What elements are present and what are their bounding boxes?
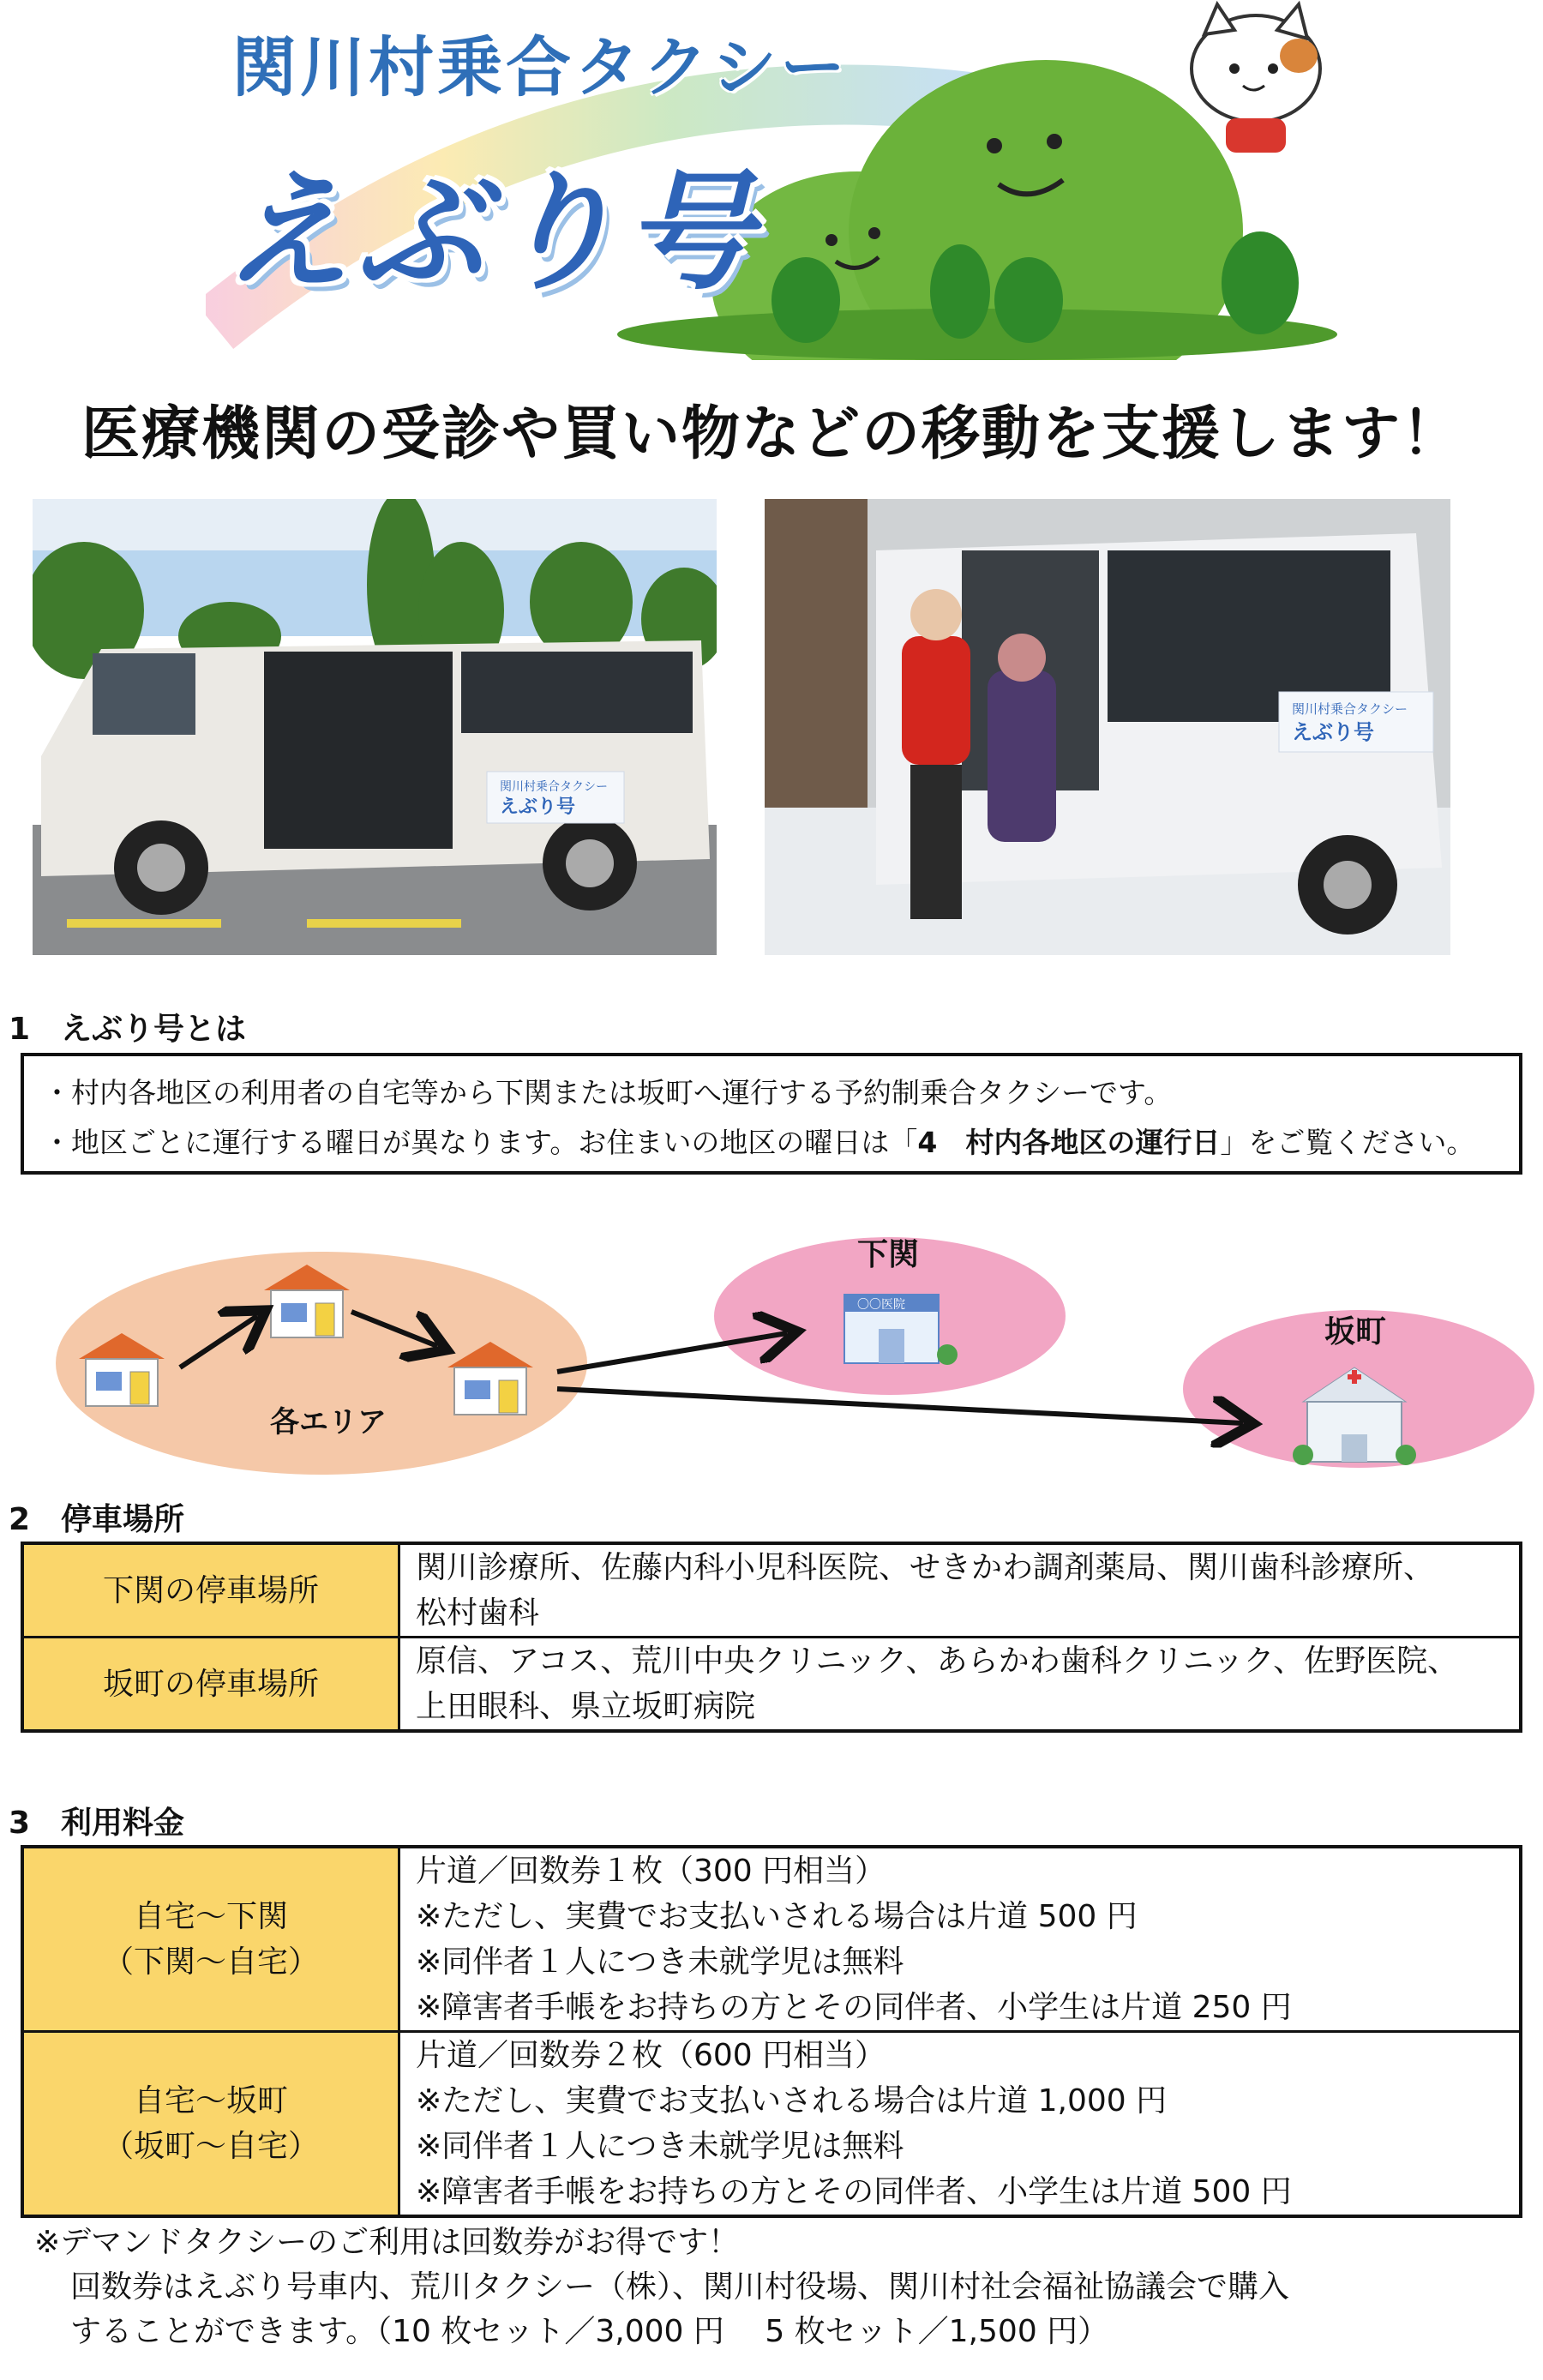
van-side-photo [33,499,717,955]
fare-value-sakamachi: 片道／回数券２枚（600 円相当） ※ただし、実費でお支払いされる場合は片道 1,000 円 ※同伴者１人につき未就学児は無料 ※障害者手帳をお持ちの方とその同伴者、小学生は片道 500 円 [399,2032,1522,2217]
table-row [22,1543,1521,1638]
fare-value-shimoseki: 片道／回数券１枚（300 円相当） ※ただし、実費でお支払いされる場合は片道 500 円 ※同伴者１人につき未就学児は無料 ※障害者手帳をお持ちの方とその同伴者、小学生は片道 250 円 [399,1847,1522,2032]
stops-table [21,1542,1522,1733]
route-diagram-graphic [0,1222,1543,1505]
about-line2: ・地区ごとに運行する曜日が異なります。お住まいの地区の曜日は「4 村内各地区の運行日」をご覧ください。 [43,1126,1475,1159]
section1-title: 1 えぶり号とは [9,1012,247,1047]
area-label: 各エリア [270,1405,387,1439]
section2-title: 2 停車場所 [9,1502,185,1537]
section3-title: 3 利用料金 [9,1806,185,1841]
schedule-reference: 4 村内各地区の運行日 [917,1126,1221,1159]
page-headline: 医療機関の受診や買い物などの移動を支援します！ [81,400,1462,468]
van-badge-name: えぶり号 [500,796,576,818]
table-row [22,1847,1521,2032]
ticket-footnote [34,2221,1289,2354]
banner-title: 関川村乗合タクシー [231,29,849,105]
about-line1: ・村内各地区の利用者の自宅等から下関または坂町へ運行する予約制乗合タクシーです。 [43,1076,1173,1109]
stops-label-shimoseki: 下関の停車場所 [22,1543,399,1638]
fare-label-sakamachi: 自宅～坂町 （坂町～自宅） [22,2032,399,2217]
table-row [22,2032,1521,2217]
van-badge-name-2: えぶり号 [1292,720,1374,744]
cat-mascot-icon [1192,4,1320,153]
route-diagram [0,1222,1543,1505]
van-badge-title: 関川村乗合タクシー [500,780,608,794]
banner-service-name: えぶり号 [223,159,759,308]
about-box [21,1053,1522,1175]
fare-table [21,1845,1522,2218]
stops-label-sakamachi: 坂町の停車場所 [22,1638,399,1732]
sakamachi-label: 坂町 [1324,1314,1387,1349]
svg-text:〇〇医院: 〇〇医院 [857,1298,905,1312]
boarding-assistance-photo [765,499,1450,955]
fare-label-shimoseki: 自宅～下関 （下関～自宅） [22,1847,399,2032]
footnote-line2: 回数券はえぶり号車内、荒川タクシー（株）、関川村役場、関川村社会福祉協議会で購入 [70,2269,1290,2305]
stops-value-shimoseki: 関川診療所、佐藤内科小児科医院、せきかわ調剤薬局、関川歯科診療所、 松村歯科 [399,1543,1522,1638]
footnote-line1: ※デマンドタクシーのご利用は回数券がお得です！ [34,2225,740,2260]
banner [206,0,1337,360]
stops-value-sakamachi: 原信、アコス、荒川中央クリニック、あらかわ歯科クリニック、佐野医院、 上田眼科、県立坂町病院 [399,1638,1522,1732]
van-photo-image [33,499,717,955]
footnote-line3: することができます。（10 枚セット／3,000 円 5 枚セット／1,500 円） [70,2314,1109,2349]
boarding-photo-image [765,499,1450,955]
van-badge-title-2: 関川村乗合タクシー [1292,701,1408,717]
shimoseki-label: 下関 [857,1237,920,1272]
table-row [22,1638,1521,1732]
